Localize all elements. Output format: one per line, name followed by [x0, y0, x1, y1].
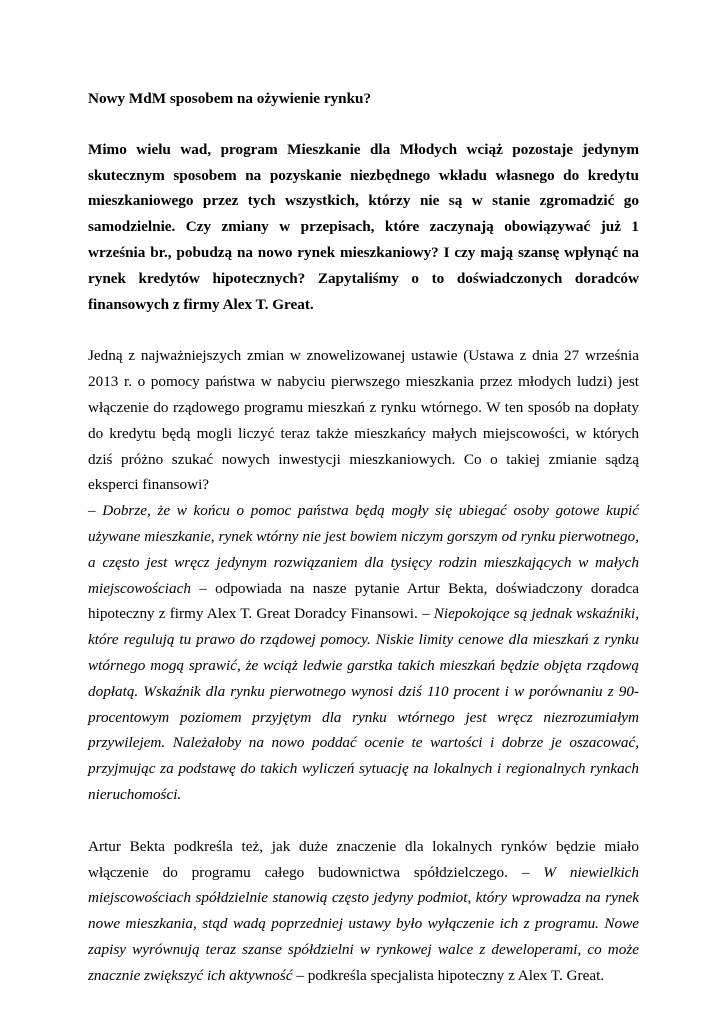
document-page: [88, 86, 639, 1015]
paragraph-2-closing: – podkreśla specjalista hipoteczny z Alex T. Great.: [292, 966, 605, 984]
paragraph-1-text: Jedną z najważniejszych zmian w znowelizowanej ustawie (Ustawa z dnia 27 września 2013 r. o pomocy państwa w nabyciu pierwszego mieszkania przez młodych ludzi) jest włączenie do rządowego programu mieszkań z rynku wtórnego. W ten sposób na dopłaty do kredytu będą mogli liczyć teraz także mieszkańcy małych miejscowości, w których dziś próżno szukać nowych inwestycji mieszkaniowych. Co o takiej zmianie sądzą eksperci finansowi?: [88, 347, 639, 494]
paragraph-2-text: Artur Bekta podkreśla też, jak duże znaczenie dla lokalnych rynków będzie miało włączenie do programu całego budownictwa spółdzielczego.: [88, 837, 639, 881]
attribution: odpowiada na nasze pytanie Artur Bekta, doświadczony doradca hipoteczny z firmy Alex T. Great Doradcy Finansowi.: [88, 579, 639, 623]
body-paragraph-2: [88, 834, 639, 989]
quote-1: – Dobrze, że w końcu o pomoc państwa będą mogły się ubiegać osoby gotowe kupić używane mieszkanie, rynek wtórny nie jest bowiem niczym gorszym od rynku pierwotnego, a często jest wręcz jedynym rozwiązaniem dla tysięcy rodzin mieszkających w małych miejscowościach –: [88, 502, 639, 597]
lead-paragraph: Mimo wielu wad, program Mieszkanie dla Młodych wciąż pozostaje jedynym skutecznym sposobem na pozyskanie niezbędnego wkładu własnego do kredytu mieszkaniowego przez tych wszystkich, którzy nie są w stanie zgromadzić go samodzielnie. Czy zmiany w przepisach, które zaczynają obowiązywać już 1 września br., pobudzą na nowo rynek mieszkaniowy? I czy mają szansę wpłynąć na rynek kredytów hipotecznych? Zapytaliśmy o to doświadczonych doradców finansowych z firmy Alex T. Great.: [88, 140, 639, 313]
quote-2: – Niepokojące są jednak wskaźniki, które regulują tu prawo do rządowej pomocy. Niskie limity cenowe dla mieszkań z rynku wtórnego mogą sprawić, że wciąż ledwie garstka takich mieszkań będzie objęta rządową dopłatą. Wskaźnik dla rynku pierwotnego wynosi dziś 110 procent i w porównaniu z 90-procentowym poziomem przyjętym dla rynku wtórnego jest wręcz niezrozumiałym przywilejem. Należałoby na nowo poddać ocenie te wartości i dobrze je oszacować, przyjmując za podstawę do takich wyliczeń sytuację na lokalnych i regionalnych rynkach nieruchomości.: [88, 605, 639, 803]
paragraph-2-quote: – W niewielkich miejscowościach spółdzielnie stanowią często jedyny podmiot, który wprowadza na rynek nowe mieszkania, stąd wadą poprzedniej ustawy było wyłączenie ich z programu. Nowe zapisy wyrównują teraz szanse spółdzielni w rynkowej walce z deweloperami, co może znacznie zwiększyć ich aktywność: [88, 863, 640, 984]
document-title: Nowy MdM sposobem na ożywienie rynku?: [88, 90, 372, 107]
body-paragraph-1: [88, 343, 639, 807]
paragraph-1-continuation: [88, 498, 639, 808]
